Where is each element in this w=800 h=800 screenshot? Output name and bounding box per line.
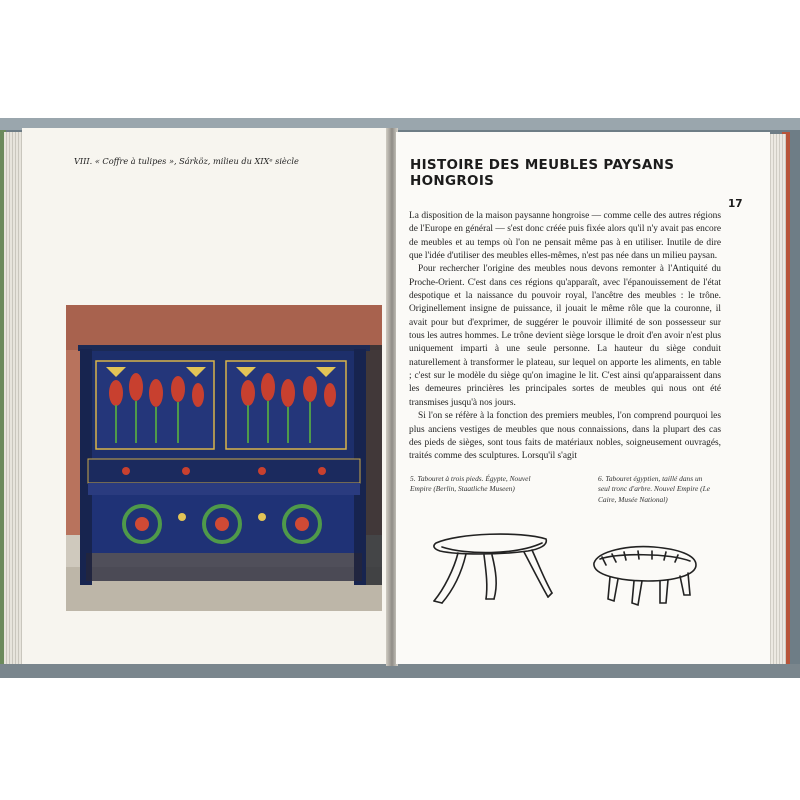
page-edges-right xyxy=(768,134,786,664)
three-legged-stool-drawing xyxy=(428,527,554,607)
paragraph: Pour rechercher l'origine des meubles nous devons remonter à l'Antiquité du Proche-Orient. C'est dans ces régions qu'apparaît, avec l'épanouissement de l'état despotique et la naissance du pouvoir royal, l'ancêtre des meubles : le trône. Originellement insigne de puissance, il jouait le même rôle que la couronne, il avait pour but d'exprimer, de suggérer le pouvoir illimité de son possesseur sur tous les autres hommes. Le trône devient siège lorsque le droit d'en avoir n'est plus uniquement imparti à une seule personne. La hauteur du siège conduit naturellement à transformer le plateau, sur lequel on apporte les aliments, en table ; c'est sur le modèle du siège qu'on imagine le lit. C'est ainsi qu'apparaissent dans les demeures princières les principales sortes de meubles qui nous ont été transmises jusqu'à nos jours. xyxy=(409,264,721,408)
paragraph: Si l'on se réfère à la fonction des premiers meubles, l'on comprend pourquoi les plus anciens vestiges de meubles que nous connaissions, dans la plupart des cas des pieds de sièges, sont tous faits de matériaux nobles, soigneusement ouvragés, traités comme des sculptures. Lorsqu'il s'agit xyxy=(409,411,721,462)
figure6-caption: 6. Tabouret égyptien, taillé dans un seul tronc d'arbre. Nouvel Empire (Le Caire, Musée National) xyxy=(598,474,711,504)
page-number: 17 xyxy=(728,198,743,210)
page-edges-left xyxy=(4,132,24,664)
chapter-heading-line2: HONGROIS xyxy=(410,173,495,189)
body-text xyxy=(409,210,721,464)
chapter-heading xyxy=(410,157,730,189)
figure5-caption: 5. Tabouret à trois pieds. Égypte, Nouvel Empire (Berlin, Staatliche Museen) xyxy=(410,474,531,494)
tulip-chest-photo xyxy=(66,305,382,611)
chapter-heading-line1: HISTOIRE DES MEUBLES PAYSANS xyxy=(410,157,675,173)
plate-caption: VIII. « Coffre à tulipes », Sárköz, milieu du XIXᵉ siècle xyxy=(74,156,299,166)
book-bottom-edge xyxy=(0,664,800,678)
paragraph: La disposition de la maison paysanne hongroise — comme celle des autres régions de l'Europe en général — s'est donc créée puis fixée alors qu'il n'y avait pas encore de meubles et au temps où l'on ne pensait même pas à en utiliser. Inutile de dire que l'idée d'utiliser des meubles elles-mêmes, n'est pas née dans un milieu paysan. xyxy=(409,211,721,262)
egyptian-stool-drawing xyxy=(588,543,700,609)
